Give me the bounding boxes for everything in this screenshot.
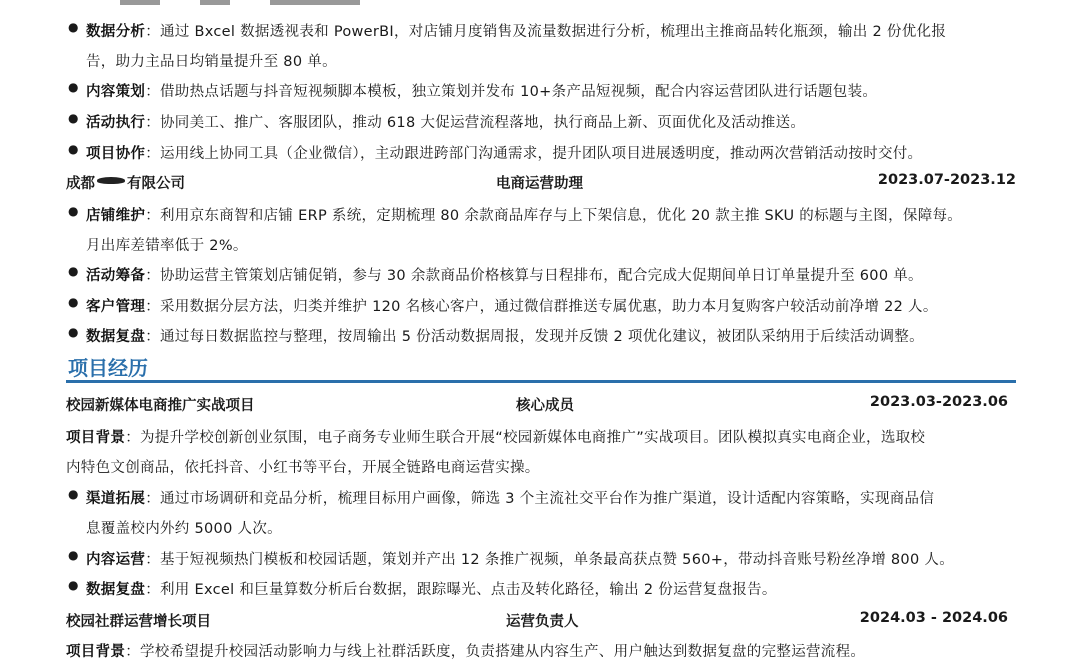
redaction-mark (97, 177, 125, 184)
cropped-top-line (120, 0, 720, 4)
bullet-icon: ● (68, 80, 79, 94)
project-date: 2024.03 - 2024.06 (859, 610, 1008, 626)
project-role: 运营负责人 (506, 614, 579, 630)
bullet-icon: ● (68, 578, 79, 592)
bullet-icon: ● (68, 325, 79, 339)
bullet-icon: ● (68, 111, 79, 125)
job-role: 电商运营助理 (496, 176, 583, 192)
section-divider (66, 380, 1016, 383)
bullet-icon: ● (68, 487, 79, 501)
bullet-icon: ● (68, 264, 79, 278)
project-background: 项目背景：学校希望提升校园活动影响力与线上社群活跃度，负责搭建从内容生产、用户触达到数据复盘的完整运营流程。 (66, 644, 866, 660)
bullet-icon: ● (68, 20, 79, 34)
project-background: 项目背景：为提升学校创新创业氛围，电子商务专业师生联合开展“校园新媒体电商推广”实战项目。团队模拟真实电商企业，选取校 (66, 430, 926, 446)
bullet-icon: ● (68, 548, 79, 562)
section-title: 项目经历 (68, 356, 148, 380)
company-name: 成都 有限公司 (66, 176, 185, 192)
bullet-icon: ● (68, 295, 79, 309)
project-role: 核心成员 (516, 398, 574, 414)
list-item-continuation: 月出库差错率低于 2%。 (86, 238, 248, 254)
list-item-continuation: 息覆盖校内外约 5000 人次。 (86, 521, 282, 537)
project-name: 校园新媒体电商推广实战项目 (66, 398, 255, 414)
project-background-continuation: 内特色文创商品，依托抖音、小红书等平台，开展全链路电商运营实操。 (66, 460, 540, 476)
resume-page: ● 数据分析：通过 Bxcel 数据透视表和 PowerBI，对店铺月度销售及流量数据进行分析，梳理出主推商品转化瓶颈，输出 2 份优化报 告，助力主品日均销量提升至 80 单。 ● 内容策划：借助热点话题与抖音短视频脚本模板，独立策划并发布 10+条产品短视频，配合内容运营团队进行话题包装。 ● 活动执行：协同美工、推广、客服团队，推动 618 大促运营流程落地，执行商品上新、页面优化及活动推送。 ● 项目协作：运用线上协同工具（企业微信），主动跟进跨部门沟通需求，提升团队项目进展透明度，推动两次营销活动按时交付。 成都 有限公司 电商运营助理 2023.07-2023.12 ● 店铺维护：利用京东商智和店铺 ERP 系统，定期梳理 80 余款商品库存与上下架信息，优化 20 款主推 SKU 的标题与主图，保障每。 月出库差错率低于 2%。 ● 活动筹备：协助运营主管策划店铺促销，参与 30 余款商品价格核算与日程排布，配合完成大促期间单日订单量提升至 600 单。 ● 客户管理：采用数据分层方法，归类并维护 120 名核心客户，通过微信群推送专属优惠，助力本月复购客户较活动前净增 22 人。 ● 数据复盘：通过每日数据监控与整理，按周输出 5 份活动数据周报，发现并反馈 2 项优化建议，被团队采纳用于后续活动调整。 项目经历 校园新媒体电商推广实战项目 核心成员 2023.03-2023.06 项目背景：为提升学校创新创业氛围，电子商务专业师生联合开展“校园新媒体电商推广”实战项目。团队模拟真实电商企业，选取校 内特色文创商品，依托抖音、小红书等平台，开展全链路电商运营实操。 ● 渠道拓展：通过市场调研和竞品分析，梳理目标用户画像，筛选 3 个主流社交平台作为推广渠道，设计适配内容策略，实现商品信 息覆盖校内外约 5000 人次。 ● 内容运营：基于短视频热门模板和校园话题，策划并产出 12 条推广视频，单条最高获点赞 560+，带动抖音账号粉丝净增 800 人。 ● 数据复盘：利用 Excel 和巨量算数分析后台数据，跟踪曝光、点击及转化路径，输出 2 份运营复盘报告。 校园社群运营增长项目 运营负责人 2024.03 - 2024.06 项目背景：学校希望提升校园活动影响力与线上社群活跃度，负责搭建从内容生产、用户触达到数据复盘的完整运营流程。 (0, 0, 1080, 669)
job-date: 2023.07-2023.12 (877, 172, 1016, 188)
project-name: 校园社群运营增长项目 (66, 614, 211, 630)
project-date: 2023.03-2023.06 (869, 394, 1008, 410)
list-item-continuation: 告，助力主品日均销量提升至 80 单。 (86, 54, 337, 70)
bullet-icon: ● (68, 142, 79, 156)
bullet-icon: ● (68, 204, 79, 218)
